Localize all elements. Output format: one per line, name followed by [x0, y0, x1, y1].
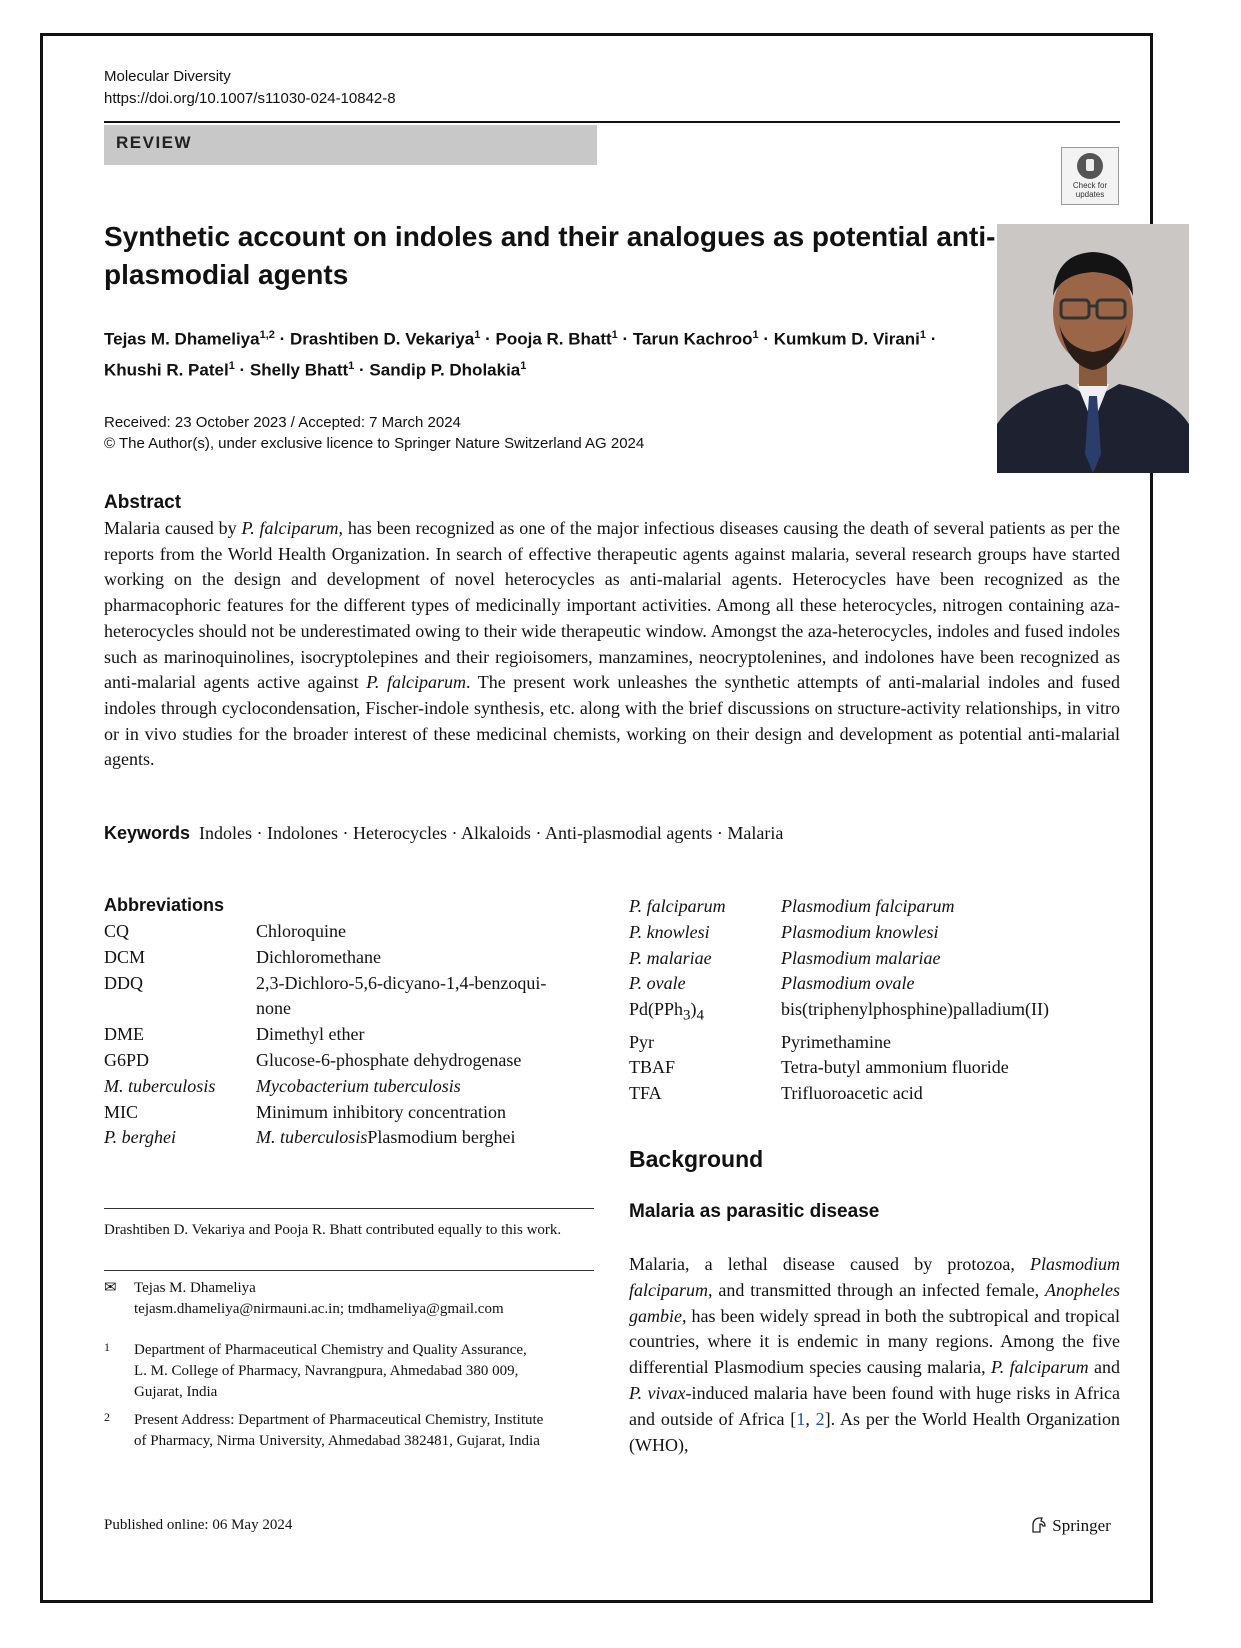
journal-header — [104, 66, 396, 110]
section-subheading: Malaria as parasitic disease — [629, 1201, 880, 1222]
envelope-icon: ✉ — [104, 1280, 117, 1296]
author[interactable]: Pooja R. Bhatt — [495, 329, 612, 349]
author[interactable]: Drashtiben D. Vekariya — [290, 329, 475, 349]
footnote-rule — [104, 1208, 594, 1209]
author-photo-image — [997, 224, 1189, 473]
corresponding-author — [104, 1278, 594, 1317]
doi-link[interactable]: https://doi.org/10.1007/s11030-024-10842-8 — [104, 90, 396, 107]
abbreviations-heading: Abbreviations — [104, 895, 225, 915]
background-heading: Background — [629, 1146, 764, 1172]
abbreviation-row: DDQ 2,3-Dichloro-5,6-dicyano-1,4-benzoqui- — [104, 972, 547, 993]
author[interactable]: Kumkum D. Virani — [773, 329, 920, 349]
abbreviations-table-right — [629, 894, 1049, 1107]
keywords-label: Keywords — [104, 823, 191, 843]
author[interactable]: Sandip P. Dholakia — [369, 360, 521, 380]
abbreviation-row: P. knowlesi Plasmodium knowlesi — [629, 921, 939, 942]
keywords-list: Indoles · Indolones · Heterocycles · Alkaloids · Anti-plasmodial agents · Malaria — [199, 823, 784, 843]
abstract-text: Malaria caused by P. falciparum, has been recognized as one of the major infectious diseases causing the death of several patients as per the reports from the World Health Organization. In search of effective therapeutic agents against malaria, several research groups have started working on the design and development of novel heterocycles as anti-malarial agents. Heterocycles have been recognized as the pharmacophoric features for the different types of medicinally important activities. Among all these heterocycles, nitrogen containing aza-heterocycles should not be underestimated owing to their wide therapeutic window. Amongst the aza-heterocycles, indoles and fused indoles such as marinoquinolines, isocryptolepines and their regioisomers, manzamines, neocryptolenines, and indolones have been recognized as anti-malarial agents active against P. falciparum. The present work unleashes the synthetic attempts of anti-malarial indoles and fused indoles through cyclocondensation, Fischer-indole synthesis, etc. along with the brief discussions on structure-activity relationships, in vitro or in vivo studies for the broader interest of these medicinal chemists, working on their design and development as potential anti-malarial agents. — [104, 518, 1121, 770]
author[interactable]: Khushi R. Patel — [104, 360, 229, 380]
check-for-updates-badge[interactable]: Check for updates — [1061, 147, 1119, 205]
footnote-rule — [104, 1270, 594, 1271]
abbreviation-row: CQ Chloroquine — [104, 921, 346, 941]
abbreviation-row: Pyr Pyrimethamine — [629, 1031, 891, 1052]
article-dates — [104, 412, 644, 454]
publisher-name: Springer — [1052, 1516, 1111, 1535]
author[interactable]: Tejas M. Dhameliya — [104, 329, 260, 349]
abbreviation-row: none — [256, 998, 291, 1019]
abbreviation-row: M. tuberculosis Mycobacterium tuberculosis — [104, 1075, 461, 1096]
author[interactable]: Tarun Kachroo — [632, 329, 753, 349]
springer-horse-icon — [1030, 1516, 1048, 1534]
abbreviation-row: DCM Dichloromethane — [104, 946, 381, 967]
bookmark-icon — [1077, 153, 1103, 179]
abbreviation-row: P. ovale Plasmodium ovale — [629, 973, 915, 994]
copyright: © The Author(s), under exclusive licence to Springer Nature Switzerland AG 2024 — [104, 435, 645, 452]
equal-contribution-note: Drashtiben D. Vekariya and Pooja R. Bhatt contributed equally to this work. — [104, 1222, 562, 1238]
abbreviation-row: P. falciparum Plasmodium falciparum — [629, 896, 955, 916]
corresponding-author-name: Tejas M. Dhameliya — [134, 1280, 256, 1296]
article-type-label: REVIEW — [116, 133, 193, 152]
received-accepted: Received: 23 October 2023 / Accepted: 7 March 2024 — [104, 414, 461, 431]
abbreviation-row: $Pd(PPh_3)_4$ bis(triphenylphosphine)palladium(II) — [629, 999, 1049, 1024]
abbreviation-row: P. malariae Plasmodium malariae — [629, 947, 941, 968]
reference-link[interactable]: 1 — [796, 1408, 806, 1429]
abbreviations-table-left — [104, 919, 596, 1151]
author[interactable]: Shelly Bhatt — [249, 360, 349, 380]
abbreviation-row: P. berghei M. tuberculosisPlasmodium berghei — [104, 1127, 516, 1148]
affiliation-1: 1 Department of Pharmaceutical Chemistry and Quality Assurance, L. M. College of Pharmacy, Navrangpura, Ahmedabad 380 009, Gujarat, India — [104, 1340, 527, 1400]
abbreviation-row: G6PD Glucose-6-phosphate dehydrogenase — [104, 1049, 522, 1070]
reference-link[interactable]: 2 — [815, 1408, 825, 1429]
affiliation-2: 2 Present Address: Department of Pharmaceutical Chemistry, Institute of Pharmacy, Nirma University, Ahmedabad 382481, Gujarat, India — [104, 1410, 544, 1449]
publisher-logo — [1030, 1516, 1111, 1536]
abbreviation-row: DME Dimethyl ether — [104, 1024, 365, 1045]
background-paragraph: Malaria, a lethal disease caused by protozoa, Plasmodium falciparum, and transmitted through an infected female, Anopheles gambie, has been widely spread in both the subtropical and tropical countries, where it is endemic in many regions. Among the five differential Plasmodium species causing malaria, P. falciparum and P. vivax-induced malaria have been found with huge risks in Africa and outside of Africa [1, 2]. As per the World Health Organization (WHO), — [629, 1254, 1120, 1455]
author-photo — [997, 224, 1189, 473]
abbreviation-row: MIC Minimum inhibitory concentration — [104, 1101, 506, 1122]
abbreviation-row: TBAF Tetra-butyl ammonium fluoride — [629, 1057, 1009, 1078]
article-title: Synthetic account on indoles and their analogues as potential anti-plasmodial agents — [104, 221, 996, 290]
author-list: Tejas M. Dhameliya$^{1,2}$ · Drashtiben D. Vekariya$^1$ · Pooja R. Bhatt$^1$ · Tarun Kachroo$^1$ · Kumkum D. Virani$^1$ · Khushi R. Patel$^1$ · Shelly Bhatt$^1$ · Sandip P. Dholakia$^1$ — [104, 329, 937, 380]
abstract-heading: Abstract — [104, 492, 182, 513]
journal-name: Molecular Diversity — [104, 68, 231, 85]
abbreviation-row: TFA Trifluoroacetic acid — [629, 1083, 923, 1104]
keywords — [104, 823, 783, 844]
published-online: Published online: 06 May 2024 — [104, 1517, 293, 1533]
top-rule — [104, 121, 1120, 123]
corresponding-author-email[interactable]: tejasm.dhameliya@nirmauni.ac.in; tmdhameliya@gmail.com — [134, 1301, 504, 1317]
